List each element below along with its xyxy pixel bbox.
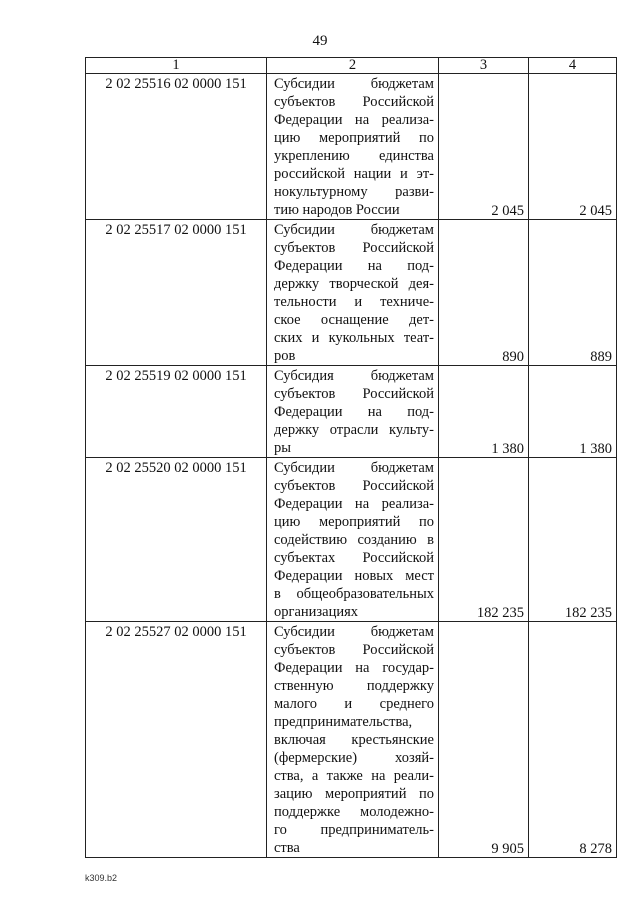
description-line: Субсидии бюджетам xyxy=(274,624,434,640)
amount-col4-cell: 889 xyxy=(529,220,617,366)
description-line: ства, а также на реали- xyxy=(274,768,434,784)
description-line: субъектов Российской xyxy=(274,478,434,494)
income-code-cell: 2 02 25519 02 0000 151 xyxy=(86,366,267,458)
column-header-4: 4 xyxy=(529,58,617,74)
description-line: в общеобразовательных xyxy=(274,586,434,602)
amount-col3-cell: 9 905 xyxy=(439,622,529,858)
description-line: Субсидия бюджетам xyxy=(274,368,434,384)
description-line: Федерации на государ- xyxy=(274,660,434,676)
description-line: тию народов России xyxy=(274,202,400,218)
description-line: предпринимательства, xyxy=(274,714,413,730)
page-number: 49 xyxy=(312,33,328,49)
description-line: Федерации на реализа- xyxy=(274,496,434,512)
amount-col3-cell: 2 045 xyxy=(439,74,529,220)
description-line: поддержке молодежно- xyxy=(274,804,434,820)
description-line: ственную поддержку xyxy=(274,678,434,694)
table-row xyxy=(86,458,617,622)
description-line: малого и среднего xyxy=(274,696,434,712)
description-line: субъектов Российской xyxy=(274,642,434,658)
description-line: субъектов Российской xyxy=(274,386,434,402)
description-line: цию мероприятий по xyxy=(274,514,434,530)
description-line: содействию созданию в xyxy=(274,532,434,548)
description-line: ров xyxy=(274,348,296,364)
description-cell xyxy=(267,366,439,458)
description-line: Субсидии бюджетам xyxy=(274,222,434,238)
table-row xyxy=(86,622,617,858)
description-cell xyxy=(267,74,439,220)
description-line: нокультурному разви- xyxy=(274,184,434,200)
description-line: тельности и техниче- xyxy=(274,294,434,310)
description-line: держку творческой дея- xyxy=(274,276,434,292)
table-row xyxy=(86,220,617,366)
description-line: организациях xyxy=(274,604,359,620)
description-line: Федерации на под- xyxy=(274,404,434,420)
description-line: цию мероприятий по xyxy=(274,130,434,146)
description-line: держку отрасли культу- xyxy=(274,422,434,438)
income-code-cell: 2 02 25527 02 0000 151 xyxy=(86,622,267,858)
description-line: ры xyxy=(274,440,291,456)
description-line: Федерации на под- xyxy=(274,258,434,274)
description-line: Субсидии бюджетам xyxy=(274,76,434,92)
amount-col4-cell: 8 278 xyxy=(529,622,617,858)
amount-col3-cell: 182 235 xyxy=(439,458,529,622)
description-line: субъектов Российской xyxy=(274,94,434,110)
description-line: ства xyxy=(274,840,300,856)
amount-col4-cell: 2 045 xyxy=(529,74,617,220)
table-row xyxy=(86,366,617,458)
description-line: включая крестьянские xyxy=(274,732,434,748)
footer-code: k309.b2 xyxy=(85,873,118,883)
description-line: ских и кукольных теат- xyxy=(274,330,434,346)
description-line: Субсидии бюджетам xyxy=(274,460,434,476)
description-cell xyxy=(267,622,439,858)
description-line: Федерации на реализа- xyxy=(274,112,434,128)
table-row xyxy=(86,74,617,220)
description-line: зацию мероприятий по xyxy=(274,786,434,802)
column-header-1: 1 xyxy=(86,58,267,74)
amount-col4-cell: 1 380 xyxy=(529,366,617,458)
amount-col3-cell: 890 xyxy=(439,220,529,366)
amount-col4-cell: 182 235 xyxy=(529,458,617,622)
description-cell xyxy=(267,220,439,366)
description-line: ское оснащение дет- xyxy=(274,312,434,328)
table-body xyxy=(86,74,617,858)
description-line: российской нации и эт- xyxy=(274,166,434,182)
budget-table xyxy=(85,57,617,858)
description-line: Федерации новых мест xyxy=(274,568,434,584)
income-code-cell: 2 02 25516 02 0000 151 xyxy=(86,74,267,220)
description-line: го предприниматель- xyxy=(274,822,434,838)
column-header-2: 2 xyxy=(267,58,439,74)
description-line: укреплению единства xyxy=(274,148,434,164)
description-cell xyxy=(267,458,439,622)
column-header-3: 3 xyxy=(439,58,529,74)
income-code-cell: 2 02 25520 02 0000 151 xyxy=(86,458,267,622)
income-code-cell: 2 02 25517 02 0000 151 xyxy=(86,220,267,366)
description-line: субъектов Российской xyxy=(274,240,434,256)
table-header-row xyxy=(86,58,617,74)
amount-col3-cell: 1 380 xyxy=(439,366,529,458)
description-line: (фермерские) хозяй- xyxy=(274,750,434,766)
description-line: субъектах Российской xyxy=(274,550,434,566)
